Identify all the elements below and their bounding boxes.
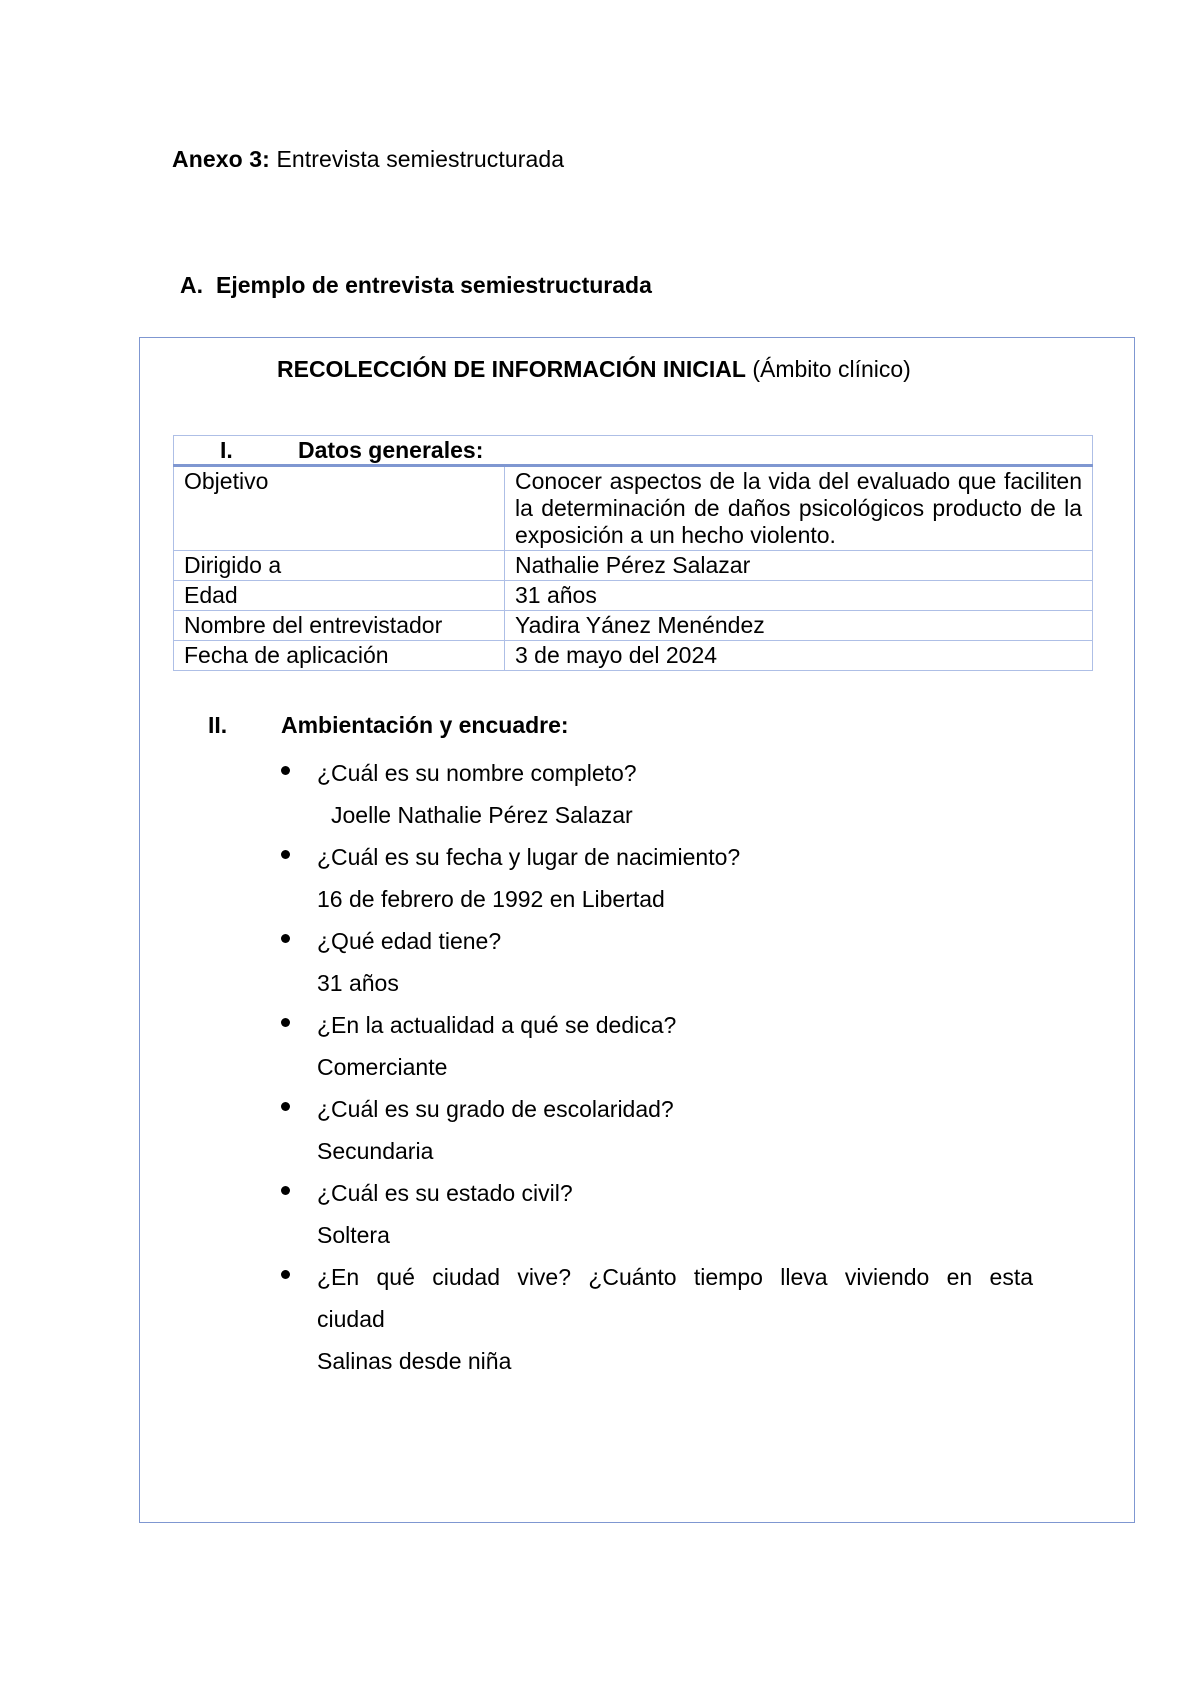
- form-title: [277, 356, 911, 383]
- section-a-letter: A.: [180, 272, 203, 298]
- general-data-table: [173, 435, 1093, 671]
- row-label: Fecha de aplicación: [174, 641, 505, 671]
- answer: Secundaria: [317, 1138, 434, 1164]
- section-ii-roman: II.: [208, 712, 228, 738]
- annex-title: Entrevista semiestructurada: [276, 146, 565, 172]
- answer: 16 de febrero de 1992 en Libertad: [317, 886, 665, 912]
- list-item: [281, 920, 1033, 1004]
- section-a-title: Ejemplo de entrevista semiestructurada: [216, 272, 652, 298]
- table-row: [174, 581, 1093, 611]
- row-value: 31 años: [505, 581, 1093, 611]
- question-line-1: ¿En qué ciudad vive? ¿Cuánto tiempo lleva viviendo en esta: [317, 1264, 1033, 1290]
- list-item: [281, 836, 1033, 920]
- bullet-icon: [281, 1102, 290, 1111]
- list-item: [281, 1256, 1033, 1382]
- list-item: [281, 1004, 1033, 1088]
- row-value: 3 de mayo del 2024: [505, 641, 1093, 671]
- table-row: [174, 611, 1093, 641]
- question-line-2: ciudad: [317, 1306, 385, 1332]
- answer: 31 años: [317, 970, 399, 996]
- general-data-header: [174, 436, 1093, 466]
- answer: Comerciante: [317, 1054, 448, 1080]
- bullet-icon: [281, 1186, 290, 1195]
- question: ¿Cuál es su fecha y lugar de nacimiento?: [317, 844, 741, 870]
- row-label: Objetivo: [174, 466, 505, 551]
- bullet-icon: [281, 1270, 290, 1279]
- question: ¿En la actualidad a qué se dedica?: [317, 1012, 677, 1038]
- general-data-title: Datos generales:: [298, 437, 484, 463]
- annex-heading: [172, 146, 564, 173]
- bullet-icon: [281, 1018, 290, 1027]
- list-item: [281, 752, 1033, 836]
- list-item: [281, 1172, 1033, 1256]
- question: ¿Cuál es su nombre completo?: [317, 760, 637, 786]
- general-data-header-cell: [174, 436, 1093, 466]
- question: ¿Cuál es su grado de escolaridad?: [317, 1096, 674, 1122]
- table-row: [174, 551, 1093, 581]
- answer: Soltera: [317, 1222, 390, 1248]
- annex-label: Anexo 3:: [172, 146, 270, 172]
- row-label: Nombre del entrevistador: [174, 611, 505, 641]
- row-label: Edad: [174, 581, 505, 611]
- answer: Salinas desde niña: [317, 1348, 512, 1374]
- section-ii-title: Ambientación y encuadre:: [281, 712, 569, 738]
- table-row: [174, 466, 1093, 551]
- question: ¿Qué edad tiene?: [317, 928, 502, 954]
- form-title-scope: (Ámbito clínico): [752, 356, 911, 382]
- general-data-roman: I.: [220, 437, 233, 463]
- bullet-icon: [281, 934, 290, 943]
- bullet-icon: [281, 850, 290, 859]
- row-value: Conocer aspectos de la vida del evaluado que faciliten la determinación de daños psicológicos producto de la exposición a un hecho violento.: [505, 466, 1093, 551]
- section-ii-heading: [208, 712, 569, 739]
- question: ¿Cuál es su estado civil?: [317, 1180, 573, 1206]
- form-title-bold: RECOLECCIÓN DE INFORMACIÓN INICIAL: [277, 356, 746, 382]
- table-row: [174, 641, 1093, 671]
- interview-list: [281, 752, 1033, 1382]
- row-value: Yadira Yánez Menéndez: [505, 611, 1093, 641]
- row-value: Nathalie Pérez Salazar: [505, 551, 1093, 581]
- bullet-icon: [281, 766, 290, 775]
- section-a-heading: [180, 272, 652, 299]
- answer: Joelle Nathalie Pérez Salazar: [331, 802, 633, 828]
- row-label: Dirigido a: [174, 551, 505, 581]
- list-item: [281, 1088, 1033, 1172]
